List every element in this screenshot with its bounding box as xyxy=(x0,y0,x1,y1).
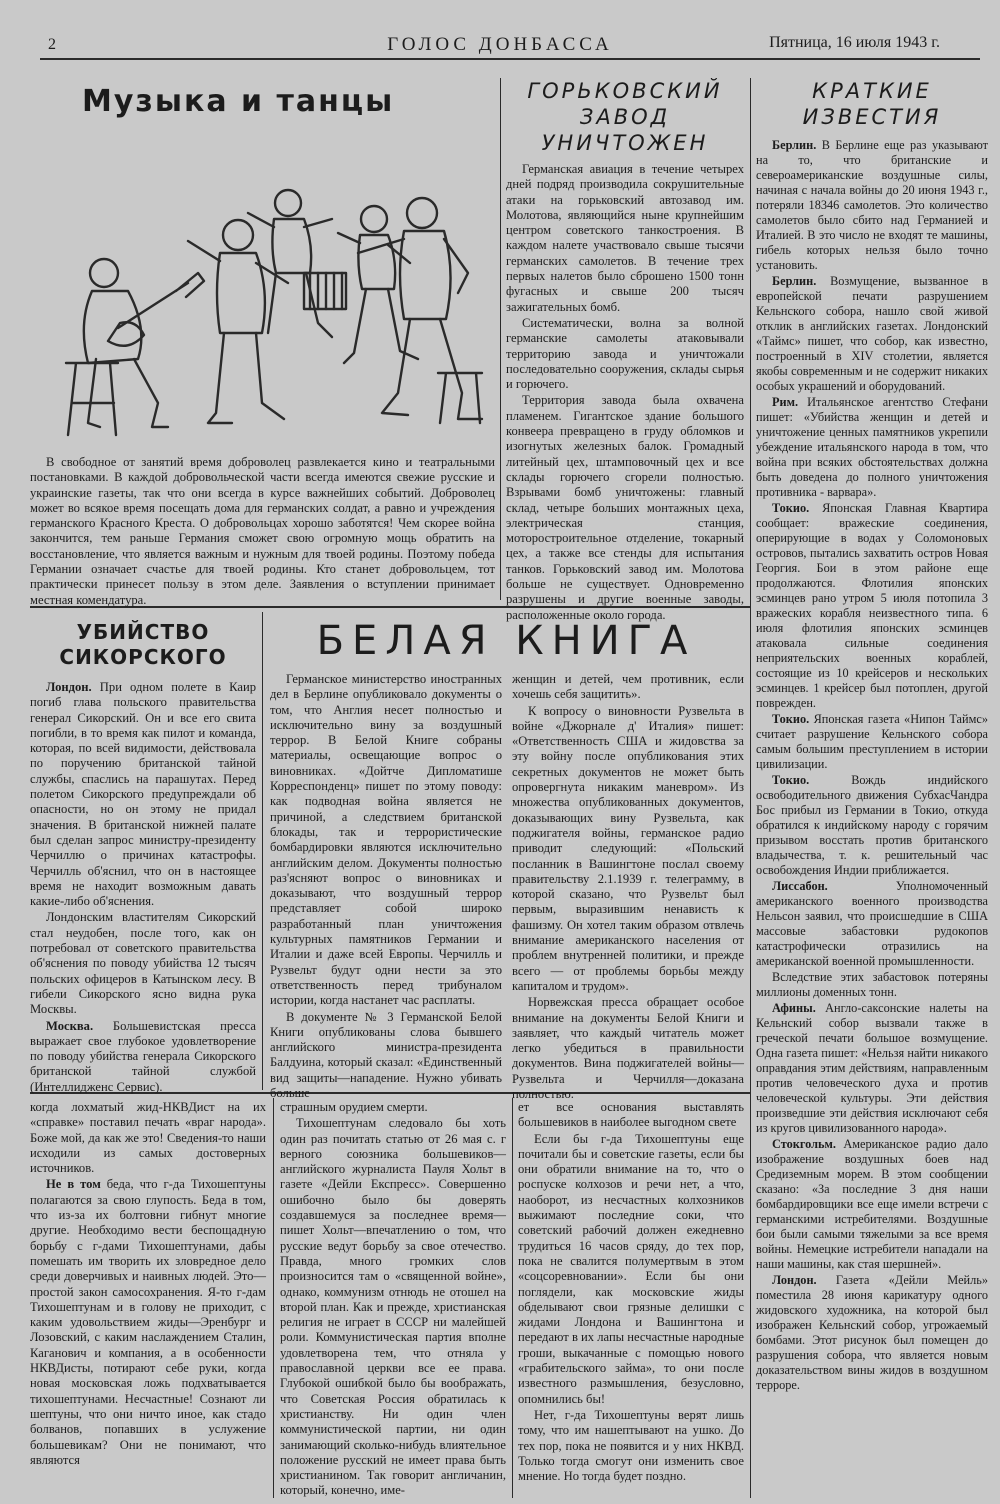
gorky-paragraph: Систематически, волна за волной германские самолеты атаковывали территорию завода и уничтожали последовательно сооружения, склады сырья и горючего. xyxy=(506,315,744,392)
bottom-paragraph: ет все основания выставлять большевиков в наиболее выгодном свете xyxy=(518,1100,744,1130)
column-rule xyxy=(750,78,751,1498)
whitebook-column-1 xyxy=(270,672,502,1101)
masthead-rule xyxy=(40,58,980,60)
music-paragraph: В свободное от занятий время доброволец развлекается кино и театральными постановками. В каждой добровольческой части всегда имеются свежие русские и украинские газеты, так что они всегда в курсе важнейших событий. Доброволец может во всякое время посещать дома для германских солдат, а равно и учреждения германского Красного Креста. О добровольцах хорошо заботятся! Чем скорее война закончится, тем раньше Германия сможет свою огромную мощь обратить на восстановление, что является важным и нужным для твоей родины. Поэтому победа Германии означает счастье для твоей родины. Кто станет добровольцем, тот практически принесет пользу в этом деле. Заявления о вступлении принимает местная комендатура. xyxy=(30,455,495,607)
whitebook-paragraph: В документе № 3 Германской Белой Книги опубликованы слова бывшего английского министра-президента Балдуина, который сказал: «Единственный вид защиты—нападение. Нужно убивать больше xyxy=(270,1009,502,1101)
news-city: Афины. xyxy=(772,1001,816,1015)
news-item xyxy=(756,274,988,394)
sikorsky-body: Большевистская пресса выражает свое глубокое удовлетворение по поводу убийства генерала Сикорского британской тайной службой (Интеллидженс Сервис). xyxy=(30,1018,256,1094)
whitebook-paragraph: Норвежская пресса обращает особое внимание на документы Белой Книги и заявляет, что каждый читатель может легко убедиться в правильности документов. Вина поджигателей войны—Рузвельта и Черчилля—доказана полностью. xyxy=(512,995,744,1102)
news-text: Англо-саксонские налеты на Кельнский собор вызвали также в греческой печати большое возмущение. Одна газета пишет: «Нельзя найти никакого оправдания этим действиям, направленным против человеческого духа и против человеческой культуры. Эти действия произведшие эти действия исключают себя из кругов цивилизованного народа». xyxy=(756,1001,988,1135)
news-text: Уполномоченный американского военного производства Нельсон заявил, что происшедшие в США массовые забастовки рудокопов катастрофически отразились на американской военной промышленности. xyxy=(756,879,988,968)
news-item xyxy=(756,395,988,500)
whitebook-paragraph: Германское министерство иностранных дел в Берлине опубликовало документы о том, что Англия несет полностью и исключительно вину за воздушный террор. В Белой Книге собраны материалы, освещающие вопрос о виновниках. «Дойтче Дипломатише Корреспонденц» пишет по этому поводу: как подводная война является не причиной, а следствием британской блокады, так и террористические бомбардировки являются исключительно английским делом. Документы полностью раз'ясняют вопрос о виновниках и доказывают, что воздушный террор представляет собой широко разработанный план уничтожения культурных памятников Германии и Италии и даже всей Европы. Черчилль и Рузвельт будут одни нести за это ответственность перед трибуналом истории, когда настанет час расплаты. xyxy=(270,672,502,1008)
music-text xyxy=(30,455,495,608)
sikorsky-paragraph xyxy=(30,1019,256,1095)
bottom-body: беда, что г-да Тихошептуны полагаются за свою глупость. Беда в том, что из-за их болтовни гибнут многие другие. Необходимо вести беспощадную борьбу с г-дами Тихошептунами, дабы помешать им творить их зловредное дело среди доверчивых и наивных людей. Это—простой закон самосохранения. Я-то г-дам Тихошептунам и в голову не приходит, с каким удовольствием жиды—Эренбург и Лозовский, с каким наслаждением Сталин, Каганович и компания, а в особенности НКВДисты, потирают себе руки, когда новая московская ложь подхватывается тихошептунами. Несчастные! Сознают ли шептуны, что они ничто иное, как стадо болванов, попавших в услужение большевикам? Они не понимают, что являются xyxy=(30,1177,266,1467)
newspaper-name: ГОЛОС ДОНБАССА xyxy=(387,34,613,55)
brief-news-title: КРАТКИЕ ИЗВЕСТИЯ xyxy=(802,79,942,129)
news-text: Американское радио дало изображение воздушных боев над Средиземным морем. В этом сообщении сказано: «За последние 3 дня наши бомбардировщики все еще имели встречи с германскими истребителями. Воздушные бои были самыми тяжелыми за все время войны. Немецкие истребители нападали на наши машины, как стая шершней». xyxy=(756,1137,988,1271)
news-item xyxy=(756,138,988,273)
bottom-paragraph xyxy=(30,1177,266,1468)
bottom-column-2 xyxy=(280,1100,506,1498)
bottom-column-1 xyxy=(30,1100,266,1498)
news-city: Рим. xyxy=(772,395,799,409)
bottom-paragraph xyxy=(30,1100,266,1176)
column-rule xyxy=(262,612,263,1090)
news-item xyxy=(756,1137,988,1272)
column-rule xyxy=(273,1098,274,1498)
news-item xyxy=(756,879,988,969)
brief-news-column xyxy=(756,78,988,1498)
news-city: Токио. xyxy=(772,712,810,726)
gorky-paragraph: Германская авиация в течение четырех дней подряд производила сокрушительные атаки на горьковский автозавод им. Молотова, являющийся ныне крупнейшим центром советского танкостроения. В каждом налете участвовало свыше тысячи германских самолетов. В течение трех первых налетов было сброшено 1500 тонн фугасных и свыше 200 тысяч зажигательных бомб. xyxy=(506,162,744,314)
bottom-paragraph: страшным орудием смерти. xyxy=(280,1100,428,1114)
whitebook-column-2 xyxy=(512,672,744,1102)
whitebook-paragraph: К вопросу о виновности Рузвельта в войне «Джорнале д' Италия» пишет: «Ответственность США и жидовства за эту войну после опубликования этих секретных документов не может быть опровергнута никаким маневром». Из множества опубликованных документов, доказывающих вину Рузвельта, как поджигателя войны, германское радио приводит следующий: «Польский посланник в Вашингтоне послал своему правительству 2.1.1939 г. телеграмму, в которой сказано, что Рузвельт был первым, выразившим ненависть к фашизму. Он хотел таким образом отвлечь внимание американского населения от проблем внутренней политики, и прежде всего — от проблемы борьбы между капиталом и трудом». xyxy=(512,703,744,993)
column-rule xyxy=(500,78,501,600)
sikorsky-paragraph xyxy=(30,910,256,1017)
sikorsky-body: При одном полете в Каир погиб глава польского правительства генерал Сикорский. Он и все его свита погибли, в то время как пилот и команда, которая, по всей видимости, действовала по поручению британской тайной службы, спаслись на парашутах. Перед полетом Сикорского предупреждали об опасности, но он этому не придал значения. В британской нижней палате был сделан запрос министру-президенту Черчиллю о причинах катастрофы. Черчилль об'яснил, что он в настоящее время не находит возможным давать какие-либо об'яснения. xyxy=(30,680,256,909)
news-item xyxy=(756,712,988,772)
column-rule xyxy=(512,1098,513,1498)
news-text: Итальянское агентство Стефани пишет: «Убийства женщин и детей и уничтожение ценных памятников укрепили убеждение итальянского народа в том, что война при всяких обстоятельствах должна быть доведена до полного уничтожения противника - варвара». xyxy=(756,395,988,499)
whitebook-title: БЕЛАЯ КНИГА xyxy=(316,618,696,664)
masthead xyxy=(0,0,1000,58)
gorky-paragraph: Территория завода была охвачена пламенем. Гигантское здание большого конвеера превращено в груду обломков и изогнутых железных балок. Громадный литейный цех, штамповочный цех и все склады горючего сгорели полностью. Взрывами бомб уничтожены: главный склад, четыре больших монтажных цеха, электрическая станция, моторостроительное отделение, токарный цех, а также все стенды для испытания танков. Горьковский завод им. Молотова больше не существует. Одновременно разрушены и другие военные заводы, расположенные около города. xyxy=(506,393,744,622)
sikorsky-lead: Москва. xyxy=(46,1018,94,1033)
bottom-column-3 xyxy=(518,1100,744,1498)
bottom-paragraph: Нет, г-да Тихошептуны верят лишь тому, что им нашептывают на ушко. До тех пор, пока не появится и у них НКВД. Только тогда смогут они изменить свое мнение. Но тогда будет поздно. xyxy=(518,1407,744,1484)
news-item xyxy=(756,501,988,711)
news-text: Вследствие этих забастовок потеряны миллионы доменных тонн. xyxy=(756,970,988,999)
sikorsky-text xyxy=(30,680,256,1095)
gorky-article xyxy=(506,78,744,622)
news-city: Токио. xyxy=(772,501,810,515)
issue-date: Пятница, 16 июля 1943 г. xyxy=(769,34,940,51)
news-city: Берлин. xyxy=(772,274,817,288)
news-item xyxy=(756,773,988,878)
dancing-soldiers-illustration xyxy=(48,123,488,443)
music-article xyxy=(30,78,495,607)
news-text: Возмущение, вызванное в европейской печати разрушением Кельнского собора, нашло свой живой отклик в английских газетах. Лондонский «Таймс» пишет, что собор, как известно, построенный в XIV столетии, является якобы современным и не содержит никаких особых украшений и оборудований. xyxy=(756,274,988,393)
gorky-text xyxy=(506,162,744,623)
music-title: Музыка и танцы xyxy=(82,84,395,119)
news-city: Лондон. xyxy=(772,1273,817,1287)
bottom-paragraph: Тихошептунам следовало бы хоть один раз почитать статью от 26 мая с. г верного союзника большевиков—английского журналиста Пауля Хольт в газете «Дейли Експресс». Совершенно ошибочно было бы доверять создавшемуся за последнее время—пишет Хольт—впечатлению о том, что русские ведут борьбу за свое отечество. Правда, много громких слов произносится там о «священной войне», однако, коммунизм отнюдь не отошел на второй план. Как и прежде, христианская религия не играет в СССР ни малейшей роли. Коммунистическая партия вполне удовлетворена тем, что отняла у православной церкви все ее права. Глубокой ошибкой было бы воображать, что Советская Россия обратилась к христианству. Ни один член коммунистической партии, ни один занимающий сколько-нибудь влиятельное положение русский не имеет права быть христианином. Так говорит англичанин, который, конечно, име- xyxy=(280,1116,506,1498)
news-text: Японская газета «Нипон Таймс» считает разрушение Кельнского собора самым большим преступлением в истории цивилизации. xyxy=(756,712,988,771)
news-text: Японская Главная Квартира сообщает: вражеские соединения, оперирующие в водах у Соломоновых островов, пытались захватить остров Новая Георгия. Бои в этом районе еще продолжаются. Флотилия японских эсминцев рано утром 5 июля потопила 3 вражеских корабля неизвестного типа. 6 июля флотилия японских эсминцев атаковала сильные соединения неприятельских военных кораблей, состоящие из 10 крейсеров и нескольких эсминцев. 1 крейсер был потоплен, другой поврежден. xyxy=(756,501,989,710)
news-city: Стокгольм. xyxy=(772,1137,836,1151)
bottom-lead: Не в том xyxy=(46,1177,101,1192)
sikorsky-article xyxy=(30,614,256,1094)
whitebook-paragraph: женщин и детей, чем противник, если хочешь себя защитить». xyxy=(512,672,744,702)
news-text: В Берлине еще раз указывают на то, что британские и североамериканские воздушные силы, начиная с начала войны до 20 июня 1943 г., потеряли 18346 самолетов. Это количество самолетов было сбито над Германией и Италией. В это число не входят те машины, гибель которых нельзя было точно установить. xyxy=(756,138,988,272)
page-number: 2 xyxy=(48,36,56,53)
sikorsky-lead: Лондон. xyxy=(46,680,92,694)
bottom-paragraph: Если бы г-да Тихошептуны еще почитали бы и советские газеты, если бы они обратили внимание на то, что о роспуске колхозов и речи нет, а что, наоборот, из несчастных колхозников выжимают последние соки, что советский рабочий должен ежедневно трудиться 16 часов сряду, до тех пор, пока не свалится полумертвым в этом «соцсоревновании». Если бы они поглядели, как московские жиды обделывают свои грязные делишки с жидами Лондона и Вашингтона и передают в их лапы несчастные народные гроши, выкачанные с помощью нового «грабительского займа», то они после известного размышления, безусловно, опомнились бы! xyxy=(518,1131,744,1406)
news-text: Газета «Дейли Мейль» поместила 28 июня карикатуру одного жидовского художника, на которой был изображен Кельнский собор, угрожаемый бомбами. Этот рисунок был помещен до разрушения собора, что является новым доказательством вины жидов в воздушном терроре. xyxy=(756,1273,989,1392)
sikorsky-body: Лондонским властителям Сикорский стал неудобен, после того, как он потребовал от советского правительства об'яснения по поводу убийства 12 тысяч польских офицеров в Катынском лесу. В гибели Сикорского ясно видна рука Москвы. xyxy=(30,910,256,1017)
gorky-title: ГОРЬКОВСКИЙ ЗАВОД УНИЧТОЖЕН xyxy=(527,79,723,155)
sikorsky-paragraph xyxy=(30,680,256,909)
news-city: Лиссабон. xyxy=(772,879,828,893)
brief-news-text xyxy=(756,138,988,1393)
news-text: Вождь индийского освободительного движения СубхасЧандра Бос прибыл из Германии в Токио, откуда обратился к индийскому народу с горячим призывом восстать против британского владычества, т. к. решительный час освобождения Индии приближается. xyxy=(756,773,988,877)
news-city: Токио. xyxy=(772,773,810,787)
news-item xyxy=(756,1273,988,1393)
news-item xyxy=(756,970,988,1000)
bottom-body: когда лохматый жид-НКВДист на их «справке» поставил печать «враг народа». Боже мой, да как же это! Сведения-то наши исходили из самых достоверных источников. xyxy=(30,1100,266,1176)
sikorsky-title: УБИЙСТВО СИКОРСКОГО xyxy=(59,620,227,669)
news-item xyxy=(756,1001,988,1136)
news-city: Берлин. xyxy=(772,138,817,152)
